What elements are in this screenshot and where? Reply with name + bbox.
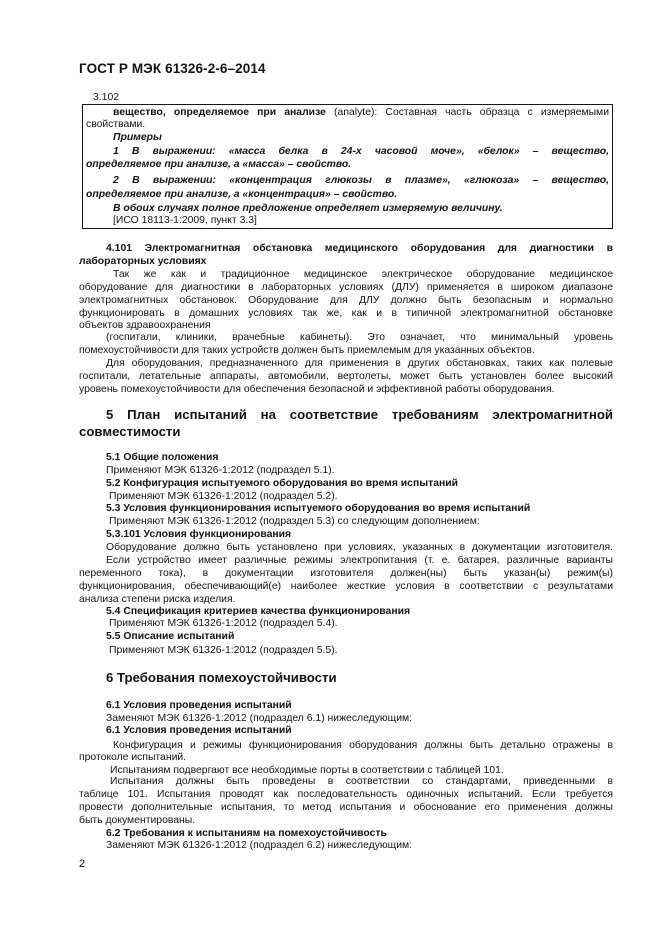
paragraph-line: таблице 101. Испытания проводят как последовательность одиночных испытаний. Если требуется xyxy=(79,789,613,800)
paragraph-line: Испытания должны быть проведены в соответствии со стандартами, приведенными в xyxy=(110,776,613,787)
paragraph-line: переменного тока), в документации изготовителя должен(ны) быть указан(ы) режим(ы) xyxy=(79,568,613,579)
paragraph-line: анализа степени риска изделия. xyxy=(79,594,236,605)
paragraph-line: электромагнитных обстановок. Оборудование для ДЛУ должно быть безопасным и нормально xyxy=(79,295,613,306)
example-1-line2: определяемое при анализе, а «масса» – свойство. xyxy=(86,159,352,170)
subsection-6-1-title-repeat: 6.1 Условия проведения испытаний xyxy=(106,725,292,736)
paragraph-line: Если устройство имеет различные режимы электропитания (т. е. батарея, различные варианты xyxy=(106,555,613,566)
paragraph-line: госпитали, летательные аппараты, автомобили, вертолеты, может быть установлен более высокий xyxy=(79,371,613,382)
example-2-line1: 2 В выражении: «концентрация глюкозы в плазме», «глюкоза» – вещество, xyxy=(113,175,609,186)
paragraph-line: Испытаниям подвергают все необходимые порты в соответствии с таблицей 101. xyxy=(110,765,504,776)
paragraph-line: провести дополнительные испытания, то метод испытания и обоснование его применения должны xyxy=(79,802,613,813)
subsection-6-1-text: Заменяют МЭК 61326-1:2012 (подраздел 6.1) нижеследующим: xyxy=(106,713,413,724)
paragraph-line: функционирования, обеспечивающий(е) наиболее жесткие условия в соответствии с результатами xyxy=(79,581,613,592)
paragraph-line: Для оборудования, предназначенного для применения в других обстановках, таких как полевые xyxy=(106,358,613,369)
term-number: 3.102 xyxy=(93,92,120,103)
subsection-6-2-title: 6.2 Требования к испытаниям на помехоустойчивость xyxy=(106,828,387,839)
paragraph-line: (госпитали, клиники, врачебные кабинеты). Это означает, что минимальный уровень xyxy=(106,332,613,343)
term-definition-line2: свойствами. xyxy=(86,119,146,130)
paragraph-line: оборудование для диагностики в лабораторных условиях (ДЛУ) применяется в широком диапазоне xyxy=(79,282,613,293)
document-header: ГОСТ Р МЭК 61326-2-6–2014 xyxy=(79,61,266,76)
paragraph-line: протоколе испытаний. xyxy=(79,752,187,763)
clause-4-101-heading-line1: 4.101 Электромагнитная обстановка медицинского оборудования для диагностики в xyxy=(106,243,613,254)
paragraph-line: объектов здравоохранения xyxy=(79,320,211,331)
term-name: вещество, определяемое при анализе xyxy=(113,107,326,118)
subsection-6-1-title: 6.1 Условия проведения испытаний xyxy=(106,700,292,711)
example-3: В обоих случаях полное предложение определяет измеряемую величину. xyxy=(113,203,503,214)
subsection-5-3-101-title: 5.3.101 Условия функционирования xyxy=(106,529,292,540)
subsection-6-2-text: Заменяют МЭК 61326-1:2012 (подраздел 6.2) нижеследующим: xyxy=(106,840,413,851)
paragraph-line: Оборудование должно быть установлено при условиях, указанных в документации изготовителя. xyxy=(106,542,613,553)
section-6-title: 6 Требования помехоустойчивости xyxy=(106,670,337,685)
subsection-5-4-text: Применяют МЭК 61326-1:2012 (подраздел 5.4). xyxy=(109,618,338,629)
paragraph-line: уровень помехоустойчивости для обеспечения безопасной и эффективной работы оборудования. xyxy=(79,384,555,395)
subsection-5-1-title: 5.1 Общие положения xyxy=(106,452,219,463)
paragraph-line: быть документированы. xyxy=(79,815,196,826)
example-2-line2: определяемое при анализе, а «концентрация» – свойство. xyxy=(86,189,398,200)
term-definition-rest: (analyte): Составная часть образца с измеряемыми xyxy=(325,107,609,118)
page-number: 2 xyxy=(79,858,86,870)
subsection-5-3-title: 5.3 Условия функционирования испытуемого оборудования во время испытаний xyxy=(106,503,531,514)
paragraph-line: Так же как и традиционное медицинское электрическое оборудование медицинское xyxy=(113,269,613,280)
subsection-5-2-title: 5.2 Конфигурация испытуемого оборудования во время испытаний xyxy=(106,478,459,489)
section-5-title-line1: 5 План испытаний на соответствие требованиям электромагнитной xyxy=(106,407,613,422)
subsection-5-5-title: 5.5 Описание испытаний xyxy=(106,631,235,642)
clause-4-101-heading-line2: лабораторных условиях xyxy=(79,256,207,267)
term-source: [ИСО 18113-1:2009, пункт 3.3] xyxy=(113,215,257,226)
paragraph-line: помехоустойчивости для таких устройств должен быть приемлемым для указанных объектов. xyxy=(79,345,535,356)
section-5-title-line2: совместимости xyxy=(79,424,181,439)
subsection-5-5-text: Применяют МЭК 61326-1:2012 (подраздел 5.5). xyxy=(109,645,338,656)
subsection-5-2-text: Применяют МЭК 61326-1:2012 (подраздел 5.2). xyxy=(109,491,338,502)
paragraph-line: Конфигурация и режимы функционирования оборудования должны быть детально отражены в xyxy=(113,740,613,751)
example-1-line1: 1 В выражении: «масса белка в 24-х часовой моче», «белок» – вещество, xyxy=(113,146,609,157)
examples-label: Примеры xyxy=(113,132,162,143)
subsection-5-3-text: Применяют МЭК 61326-1:2012 (подраздел 5.3) со следующим дополнением: xyxy=(109,516,480,527)
subsection-5-1-text: Применяют МЭК 61326-1:2012 (подраздел 5.1). xyxy=(106,465,335,476)
paragraph-line: функционировать в домашних условиях так же, как и в типичной электромагнитной обстановке xyxy=(79,308,613,319)
subsection-5-4-title: 5.4 Спецификация критериев качества функционирования xyxy=(106,606,411,617)
